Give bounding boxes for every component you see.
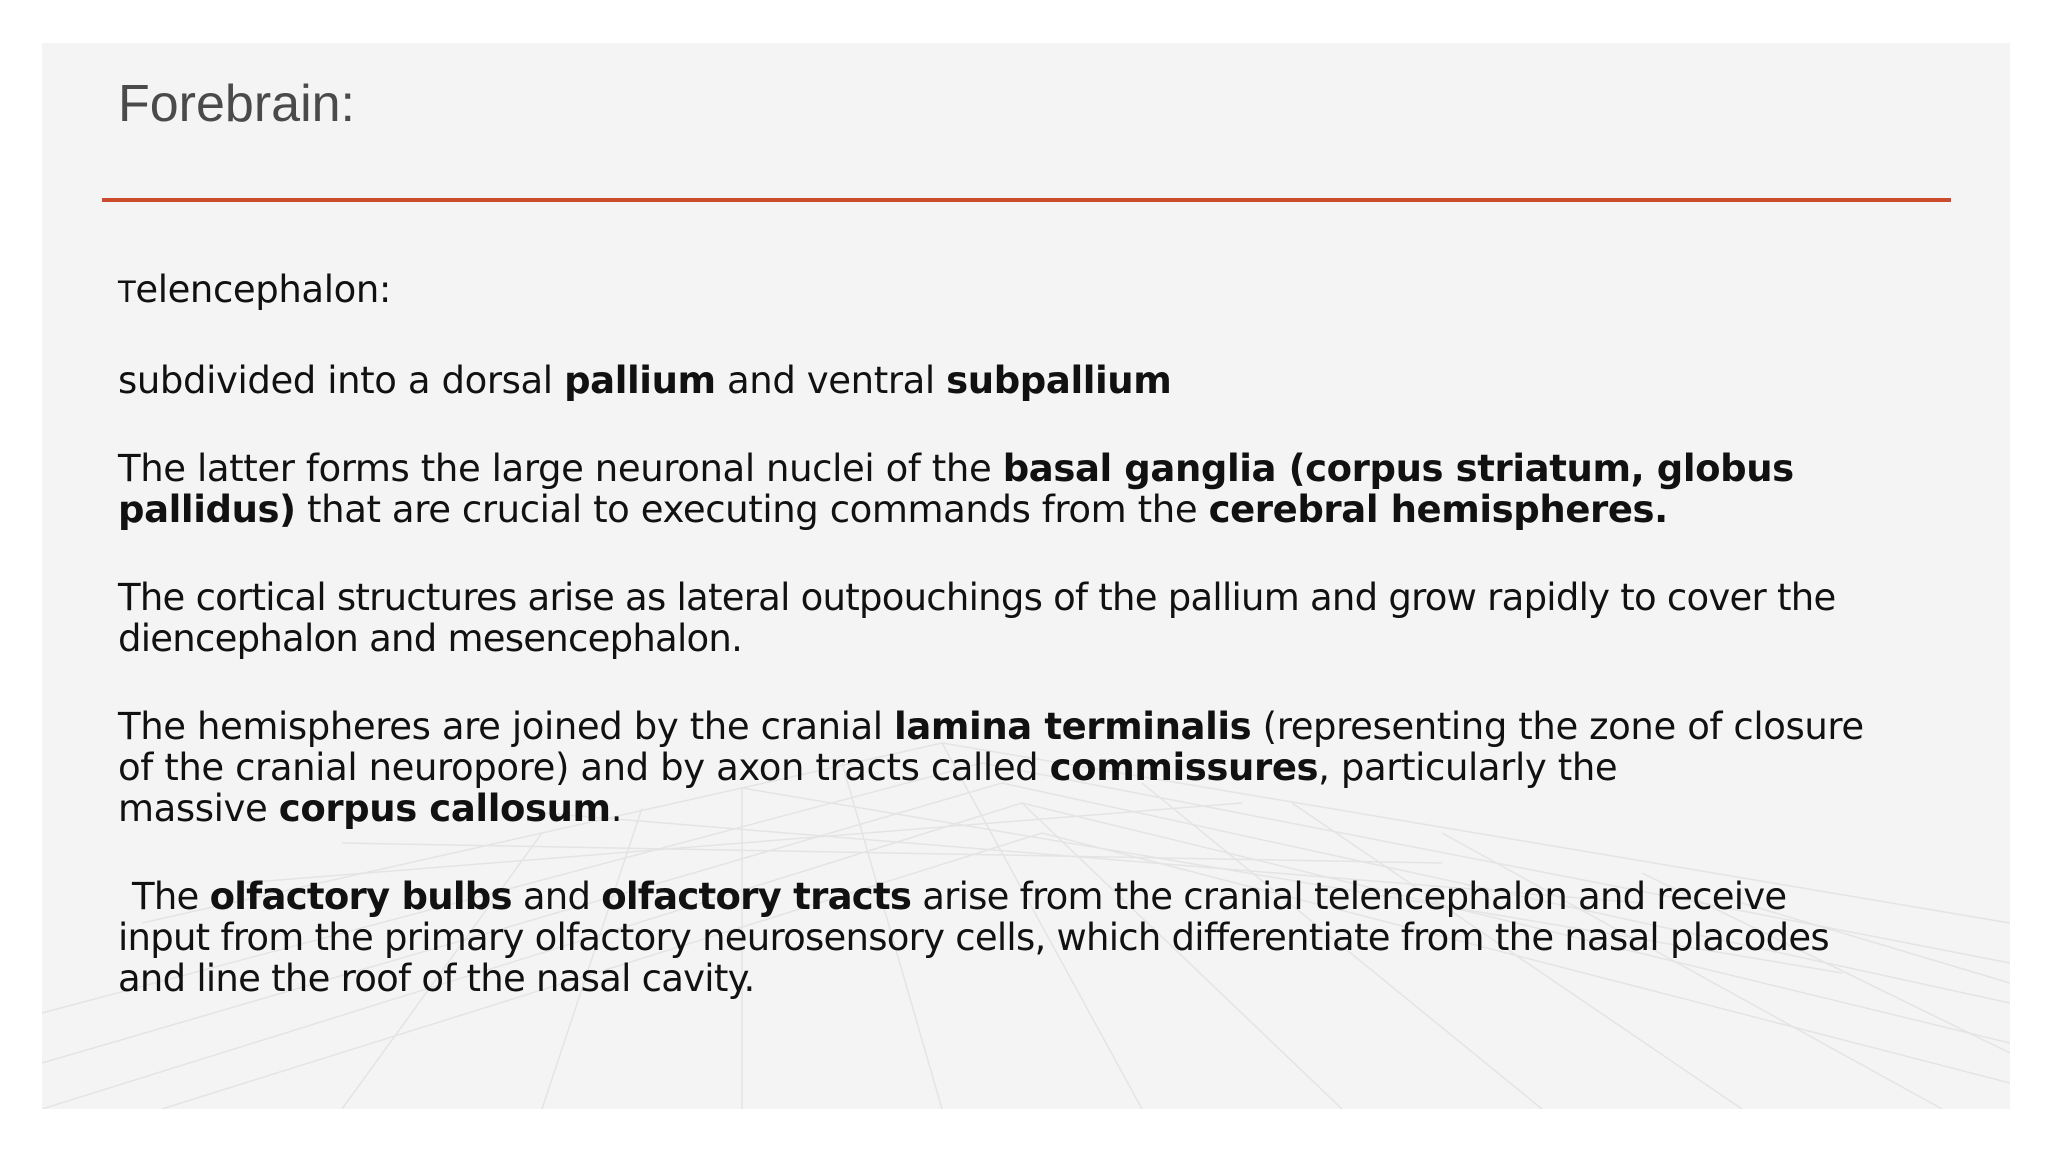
paragraph-cortical-structures	[118, 577, 1978, 659]
text-run: subdivided into a dorsal	[118, 359, 565, 402]
heading-rest: elencephalon:	[135, 268, 391, 311]
term-corpus-callosum: corpus callosum	[278, 787, 611, 830]
paragraph-hemispheres	[118, 706, 1978, 829]
slide	[42, 43, 2010, 1109]
paragraph-line	[118, 876, 1978, 917]
term-lamina-terminalis: lamina terminalis	[894, 705, 1252, 748]
slide-title: Forebrain:	[118, 75, 355, 133]
term-cerebral-hemispheres: cerebral hemispheres.	[1208, 488, 1668, 531]
paragraph-line	[118, 489, 1978, 530]
term-commissures: commissures	[1049, 746, 1319, 789]
text-run: , particularly the	[1318, 746, 1618, 789]
paragraph-line	[118, 747, 1978, 788]
paragraph-line: diencephalon and mesencephalon.	[118, 617, 743, 660]
text-run: The	[132, 875, 210, 918]
telencephalon-heading	[118, 269, 1978, 313]
slide-body	[118, 269, 1978, 1046]
text-run: massive	[118, 787, 279, 830]
term-subpallium: subpallium	[946, 359, 1172, 402]
paragraph-line	[118, 448, 1978, 489]
paragraph-line: The cortical structures arise as lateral outpouchings of the pallium and grow rapidly to cover the	[118, 576, 1836, 619]
text-run: The hemispheres are joined by the cranial	[118, 705, 895, 748]
paragraph-basal-ganglia	[118, 448, 1978, 530]
text-run: arise from the cranial telencephalon and receive	[911, 875, 1787, 918]
paragraph-line: input from the primary olfactory neurosensory cells, which differentiate from the nasal placodes	[118, 916, 1829, 959]
term-basal-ganglia: basal ganglia (corpus striatum, globus	[1002, 447, 1794, 490]
text-run: that are crucial to executing commands from the	[295, 488, 1209, 531]
text-run: The latter forms the large neuronal nuclei of the	[118, 447, 1003, 490]
heading-small-t: T	[118, 275, 136, 309]
term-pallidus: pallidus)	[118, 488, 296, 531]
term-pallium: pallium	[564, 359, 716, 402]
paragraph-pallium	[118, 360, 1978, 401]
term-olfactory-bulbs: olfactory bulbs	[209, 875, 512, 918]
paragraph-line: and line the roof of the nasal cavity.	[118, 957, 755, 1000]
text-run: .	[610, 787, 623, 830]
text-run: and	[511, 875, 602, 918]
text-run: and ventral	[715, 359, 947, 402]
title-underline	[102, 198, 1951, 202]
paragraph-line	[118, 788, 1978, 829]
term-olfactory-tracts: olfactory tracts	[601, 875, 912, 918]
paragraph-line	[118, 706, 1978, 747]
paragraph-olfactory	[118, 876, 1978, 999]
text-run: of the cranial neuropore) and by axon tracts called	[118, 746, 1050, 789]
text-run: (representing the zone of closure	[1251, 705, 1864, 748]
